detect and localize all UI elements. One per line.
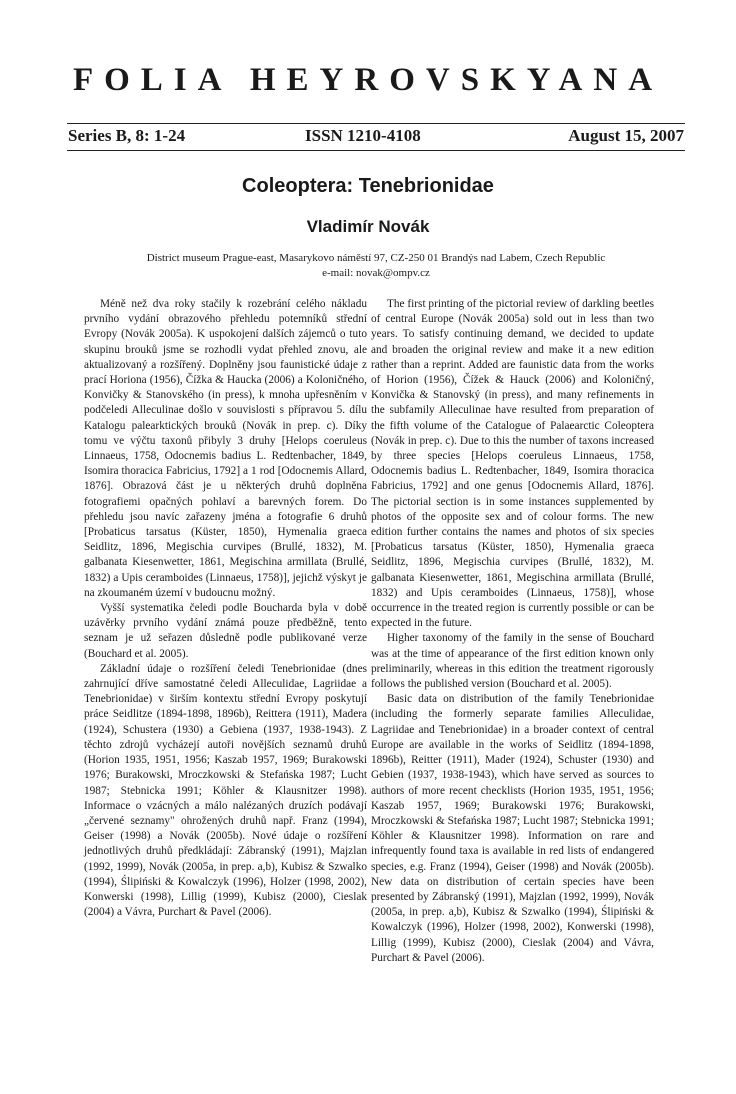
journal-title: FOLIA HEYROVSKYANA [72,62,664,98]
czech-paragraph-3: Základní údaje o rozšíření čeledi Tenebrionidae (dnes zahrnující dříve samostatné čeledi Alleculidae, Lagriidae a Tenebrionidae) v širším kontextu střední Evropy poskytují práce Seidlitze (1894-1898, 1896b), Reittera (1911), Madera (1924), Schustera (1930) a Gebiena (1937, 1938-1943). Z těchto zdrojů vycházejí autoři novějších seznamů druhů (Horion 1935, 1951, 1956; Kaszab 1957, 1969; Burakowski 1976; Burakowski, Mroczkowski & Stefańska 1987; Lucht 1987; Stebnicka 1991; Köhler & Klausnitzer 1998). Informace o vzácných a málo nalézaných druzích podávají „červené seznamy" ohrožených druhů např. Franz (1994), Geiser (1998) a Novák (2005b). Nové údaje o rozšíření jednotlivých druhů předkládají: Zábranský (1991), Majzlan (1992, 1999), Novák (2005a, in prep. a,b), Kubisz & Szwalko (1994), Ślipiński & Kowalczyk (1996), Holzer (1998, 2002), Konwerski (1998), Lillig (1999), Kubisz (2000), Cieslak (2004) a Vávra, Purchart & Pavel (2006). [84,662,367,919]
article-topic: Coleoptera: Tenebrionidae [242,175,494,197]
affiliation-address: District museum Prague-east, Masarykovo náměstí 97, CZ-250 01 Brandýs nad Labem, Czech Republic [146,252,606,264]
article-author: Vladimír Novák [306,217,430,236]
affiliation-email: e-mail: novak@ompv.cz [322,267,430,279]
series-bar [67,123,685,151]
series-issn: ISSN 1210-4108 [305,126,421,145]
author-affiliation [67,251,685,281]
series-volume: Series B, 8: 1-24 [68,126,186,145]
series-date: August 15, 2007 [568,126,684,145]
english-paragraph-1: The first printing of the pictorial review of darkling beetles of central Europe (Novák 2005a) sold out in less than two years. To satisfy continuing demand, we decided to update and broaden the original review and make it a new edition rather than a reprint. Added are faunistic data from the works of Horion (1956), Čížek & Hauck (2006) and Koloničný, Konvička & Stanovský (in press), and many refinements in the subfamily Alleculinae have resulted from preparation of the fifth volume of the Catalogue of Palaearctic Coleoptera (Novák in prep. c). Due to this the number of taxons increased by three species [Helops coeruleus Linnaeus, 1758, Odocnemis badius L. Redtenbacher, 1849, Isomira thoracica Fabricius, 1792] and one genus [Odocnemis Allard, 1876]. The pictorial section is in some instances supplemented by photos of the opposite sex and of colour forms. The new edition further contains the names and photos of six species [Probaticus tarsatus (Küster, 1850), Hymenalia graeca Seidlitz, 1896, Megischia curvipes (Brullé, 1832), M. galbanata Kiesenwetter, 1861, Megischina armillata (Brullé, 1832) and Upis ceramboides (Linnaeus, 1758)], whose occurrence in the treated region is currently possible or can be expected in the future. [371,298,654,630]
czech-paragraph-2: Vyšší systematika čeledi podle Boucharda byla v době uzávěrky prvního vydání známá pouze předběžně, tento seznam je už seřazen důsledně podle publikované verze (Bouchard et al. 2005). [84,602,367,660]
english-paragraph-2: Higher taxonomy of the family in the sense of Bouchard was at the time of appearance of the first edition known only preliminarily, whereas in this edition the treatment rigorously follows the published version (Bouchard et al. 2005). [371,632,654,691]
english-column [371,297,654,966]
czech-paragraph-1: Méně než dva roky stačily k rozebrání celého nákladu prvního vydání obrazového přehledu potemníků střední Evropy (Novák 2005a). K uspokojení dalších zájemců o tuto skupinu brouků jsme se rozhodli vydat přehled znovu, ale aktualizovaný a rozšířený. Doplněny jsou faunistické údaje z prací Horiona (1956), Čížka & Haucka (2006) a Koloničného, Konvičky & Stanovského (in press), k mnoha upřesněním v podčeledi Alleculinae došlo v souvislosti s přípravou 5. dílu Katalogu palearktických brouků (Novák in prep. c). Díky tomu ve výčtu taxonů přibyly 3 druhy [Helops coeruleus Linnaeus, 1758, Odocnemis badius L. Redtenbacher, 1849, Isomira thoracica Fabricius, 1792] a 1 rod [Odocnemis Allard, 1876]. Obrazová část je u některých druhů doplněna fotografiemi opačných pohlaví a barevných forem. Do přehledu jsou navíc zařazeny jména a fotografie 6 druhů [Probaticus tarsatus (Küster, 1850), Hymenalia graeca Seidlitz, 1896, Megischia curvipes (Brullé, 1832), M. galbanata Kiesenwetter, 1861, Megischina armillata (Brullé, 1832) a Upis ceramboides (Linnaeus, 1758)], jejichž výskyt je na zkoumaném území v budoucnu možný. [84,298,367,599]
czech-column [84,297,367,920]
english-paragraph-3: Basic data on distribution of the family Tenebrionidae (including the formerly separate families Alleculidae, Lagriidae and Tenebrionidae) in a broader context of central Europe are available in the works of Seidlitz (1894-1898, 1896b), Reitter (1911), Mader (1924), Schuster (1930) and Gebien (1937, 1938-1943), which have served as sources to authors of more recent checklists (Horion 1935, 1951, 1956; Kaszab 1957, 1969; Burakowski 1976; Burakowski, Mroczkowski & Stefańska 1987; Lucht 1987; Stebnicka 1991; Köhler & Klausnitzer 1998). Information on rare and infrequently found taxa is available in red lists of endangered species, e.g. Franz (1994), Geiser (1998) and Novák (2005b). New data on distribution of certain species have been presented by Zábranský (1991), Majzlan (1992, 1999), Novák (2005a, in prep. a,b), Kubisz & Szwalko (1994), Ślipiński & Kowalczyk (1996), Holzer (1998, 2002), Konwerski (1998), Lillig (1999), Kubisz (2000), Cieslak (2004) and Vávra, Purchart & Pavel (2006). [371,693,654,964]
